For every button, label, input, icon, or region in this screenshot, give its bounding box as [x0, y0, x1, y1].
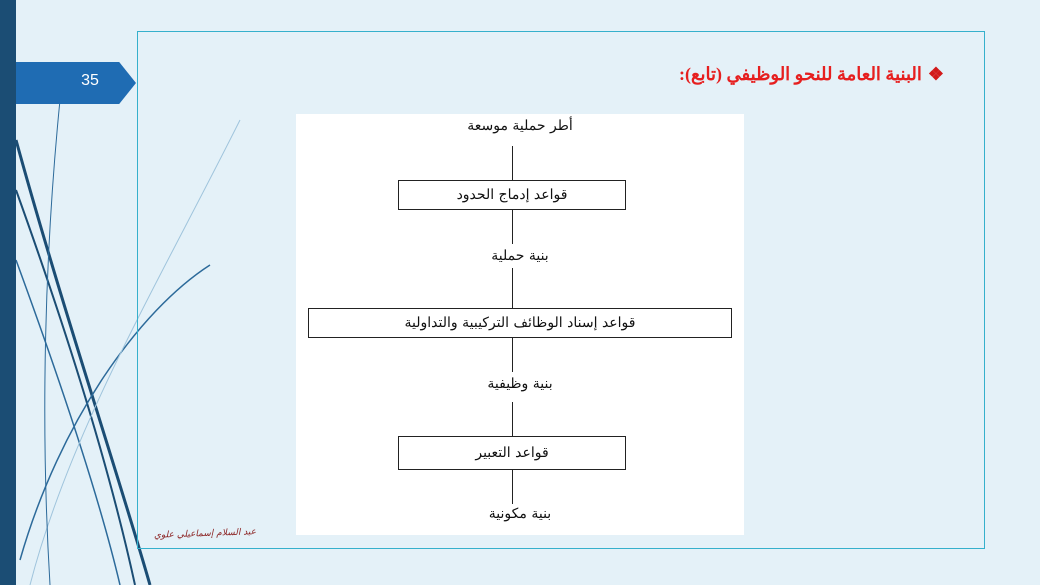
connector-line — [512, 268, 513, 308]
connector-line — [512, 338, 513, 372]
connector-line — [512, 402, 513, 436]
flow-diagram — [296, 114, 744, 535]
diamond-bullet-icon: ❖ — [927, 64, 944, 84]
connector-line — [512, 470, 513, 504]
connector-line — [512, 146, 513, 180]
diagram-node-functional-structure: بنية وظيفية — [487, 376, 553, 392]
diagram-box-function-assignment-rules: قواعد إسناد الوظائف التركيبية والتداولية — [308, 308, 732, 338]
diagram-node-constituent-structure: بنية مكونية — [488, 506, 552, 522]
page-number: 35 — [81, 72, 99, 89]
author-signature: عبد السلام إسماعيلي علوي — [153, 527, 257, 541]
diagram-box-term-insertion-rules: قواعد إدماج الحدود — [398, 180, 626, 210]
left-accent-bar — [0, 0, 16, 585]
diagram-box-expression-rules: قواعد التعبير — [398, 436, 626, 470]
diagram-node-predicate-structure: بنية حملية — [491, 248, 549, 264]
slide-title — [540, 64, 944, 85]
slide-title-text: البنية العامة للنحو الوظيفي (تابع): — [678, 64, 922, 84]
diagram-node-extended-predicate-frames: أطر حملية موسعة — [467, 118, 573, 134]
connector-line — [512, 210, 513, 244]
